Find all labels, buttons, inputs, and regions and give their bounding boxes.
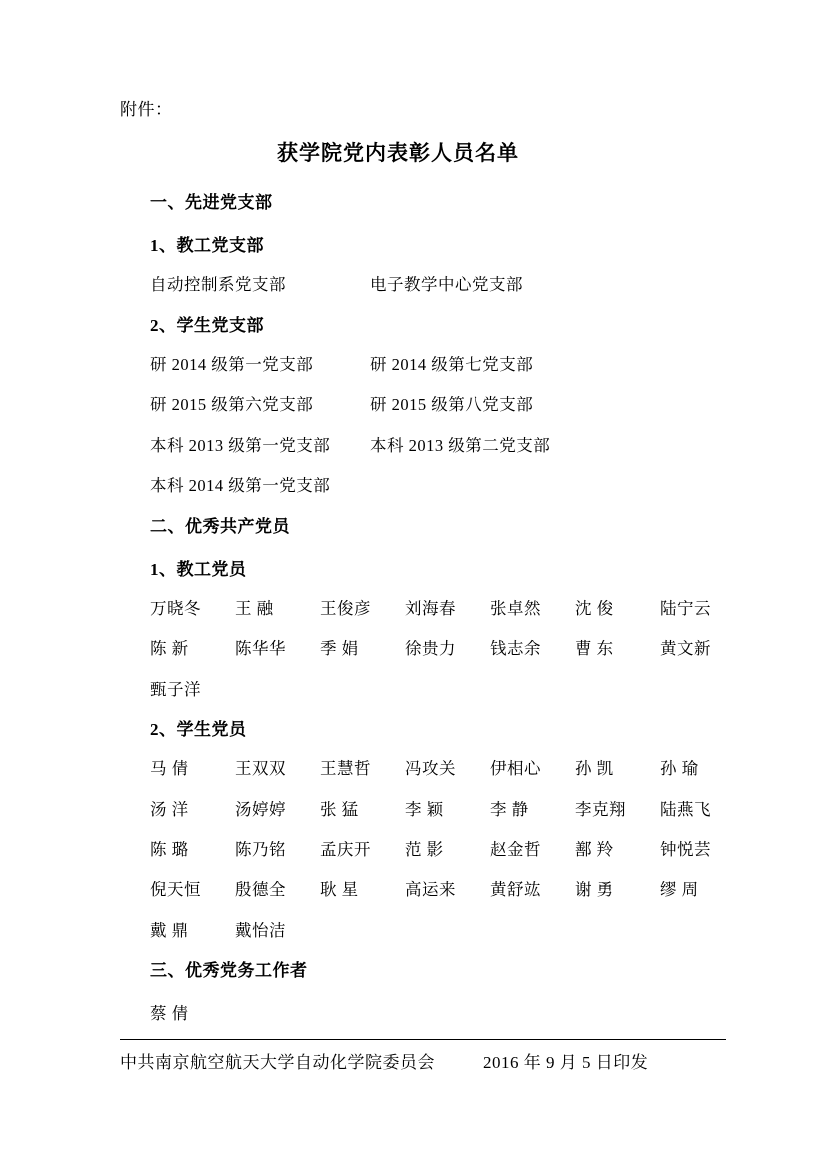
person-name: 陈 新 — [150, 639, 189, 659]
person-name: 高运来 — [405, 880, 456, 900]
table-row — [120, 670, 706, 710]
person-name: 徐贵力 — [405, 639, 456, 659]
branch-name: 本科 2013 级第二党支部 — [370, 435, 551, 455]
branch-name: 自动控制系党支部 — [150, 275, 286, 295]
person-name: 李 静 — [490, 799, 529, 819]
person-name: 万晓冬 — [150, 598, 201, 618]
section-heading-2: 二、优秀共产党员 — [150, 516, 290, 536]
person-name: 刘海春 — [405, 598, 456, 618]
subsection-heading-2-1: 1、教工党员 — [150, 559, 247, 579]
person-name: 黄舒竑 — [490, 880, 541, 900]
document-footer — [120, 1039, 726, 1073]
person-name: 王俊彦 — [320, 598, 371, 618]
person-name: 鄯 羚 — [575, 839, 614, 859]
section-heading-1: 一、先进党支部 — [150, 193, 273, 213]
branch-name: 研 2015 级第六党支部 — [150, 395, 314, 415]
subsection-heading-2-2: 2、学生党员 — [150, 720, 247, 740]
issuing-organization: 中共南京航空航天大学自动化学院委员会 — [120, 1053, 435, 1072]
table-row — [120, 790, 711, 830]
person-name: 王 融 — [235, 598, 274, 618]
section-heading-3: 三、优秀党务工作者 — [150, 961, 308, 981]
person-name: 马 倩 — [150, 759, 189, 779]
person-name: 戴怡洁 — [235, 920, 286, 940]
person-name: 张 猛 — [320, 799, 359, 819]
person-name: 孙 凯 — [575, 759, 614, 779]
branch-name: 本科 2013 级第一党支部 — [150, 435, 331, 455]
subsection-heading-1-2: 2、学生党支部 — [150, 315, 264, 335]
table-row — [120, 830, 711, 870]
person-name: 钟悦芸 — [660, 839, 711, 859]
person-name: 王慧哲 — [320, 759, 371, 779]
list-item — [120, 385, 706, 425]
person-name: 孟庆开 — [320, 839, 371, 859]
person-name: 倪天恒 — [150, 880, 201, 900]
person-name: 陆燕飞 — [660, 799, 711, 819]
list-item — [120, 426, 706, 466]
person-name: 汤 洋 — [150, 799, 189, 819]
person-name: 甄子洋 — [150, 679, 201, 699]
person-name: 李克翔 — [575, 799, 626, 819]
person-name: 季 娟 — [320, 639, 359, 659]
person-name: 伊相心 — [490, 759, 541, 779]
issue-date: 2016 年 9 月 5 日印发 — [483, 1053, 649, 1072]
attachment-label: 附件： — [120, 100, 173, 119]
person-name: 钱志余 — [490, 639, 541, 659]
person-name: 耿 星 — [320, 880, 359, 900]
person-name: 蔡 倩 — [150, 1004, 189, 1024]
person-name: 沈 俊 — [575, 598, 614, 618]
person-name: 黄文新 — [660, 639, 711, 659]
person-name: 戴 鼎 — [150, 920, 189, 940]
person-name: 孙 瑜 — [660, 759, 699, 779]
list-item — [120, 265, 706, 305]
branch-name: 研 2014 级第七党支部 — [370, 354, 534, 374]
table-row — [120, 749, 706, 789]
branch-name: 电子教学中心党支部 — [370, 275, 523, 295]
list-item — [120, 345, 706, 385]
person-name: 范 影 — [405, 839, 444, 859]
person-name: 赵金哲 — [490, 839, 541, 859]
person-name: 陈 璐 — [150, 839, 189, 859]
branch-name: 研 2014 级第一党支部 — [150, 354, 314, 374]
table-row — [120, 589, 711, 629]
person-name: 缪 周 — [660, 880, 699, 900]
table-row — [120, 629, 711, 669]
person-name: 陆宁云 — [660, 598, 711, 618]
person-name: 曹 东 — [575, 639, 614, 659]
person-name: 汤婷婷 — [235, 799, 286, 819]
person-name: 张卓然 — [490, 598, 541, 618]
person-name: 冯攻关 — [405, 759, 456, 779]
person-name: 陈乃铭 — [235, 839, 286, 859]
person-name: 殷德全 — [235, 880, 286, 900]
subsection-heading-1-1: 1、教工党支部 — [150, 236, 264, 256]
list-item — [120, 466, 706, 506]
person-name: 谢 勇 — [575, 880, 614, 900]
table-row — [120, 911, 706, 951]
person-name: 陈华华 — [235, 639, 286, 659]
branch-name: 本科 2014 级第一党支部 — [150, 476, 331, 496]
person-name: 王双双 — [235, 759, 286, 779]
person-name: 李 颖 — [405, 799, 444, 819]
table-row — [120, 870, 706, 910]
page-title: 获学院党内表彰人员名单 — [277, 141, 519, 166]
branch-name: 研 2015 级第八党支部 — [370, 395, 534, 415]
